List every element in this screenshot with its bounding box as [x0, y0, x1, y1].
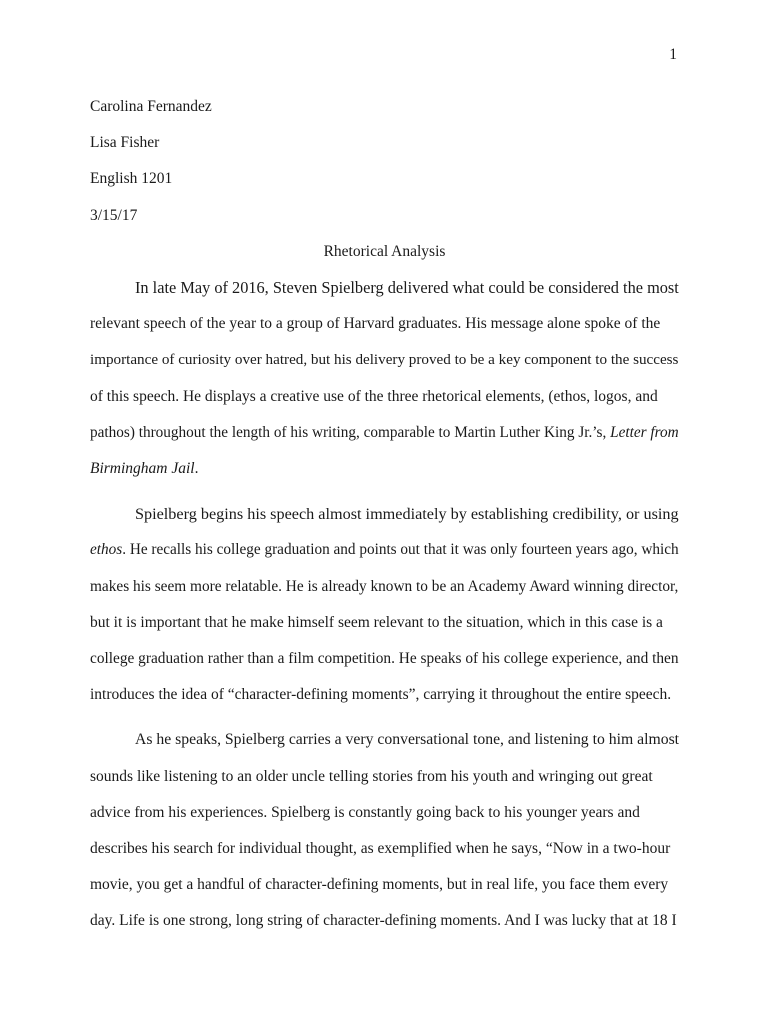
paragraph-2 [90, 496, 679, 713]
italic-title: Letter from [610, 423, 679, 441]
instructor-name: Lisa Fisher [90, 134, 160, 152]
paragraph-line: ethos. He recalls his college graduation and points out that it was only fourteen years ago, which [90, 541, 679, 559]
paragraph-line: pathos) throughout the length of his writing, comparable to Martin Luther King Jr.’s, Letter from [90, 423, 679, 441]
paragraph-line: advice from his experiences. Spielberg is constantly going back to his younger years and [90, 803, 640, 821]
essay-date: 3/15/17 [90, 206, 138, 224]
paragraph-line: of this speech. He displays a creative use of the three rhetorical elements, (ethos, logos, and [90, 387, 658, 405]
paragraph-line: makes his seem more relatable. He is already known to be an Academy Award winning director, [90, 577, 679, 595]
paragraph-1 [90, 270, 679, 487]
paragraph-line: introduces the idea of “character-defining moments”, carrying it throughout the entire speech. [90, 686, 672, 704]
paragraph-line: relevant speech of the year to a group of Harvard graduates. His message alone spoke of the [90, 315, 661, 333]
paragraph-line: Birmingham Jail. [90, 460, 199, 478]
italic-term: ethos [90, 541, 123, 559]
student-name: Carolina Fernandez [90, 98, 212, 115]
essay-title: Rhetorical Analysis [323, 242, 446, 260]
paragraph-line: Spielberg begins his speech almost immediately by establishing credibility, or using [135, 505, 679, 524]
paragraph-line: but it is important that he make himself seem relevant to the situation, which in this case is a [90, 613, 663, 631]
paragraph-line: As he speaks, Spielberg carries a very conversational tone, and listening to him almost [135, 731, 680, 749]
essay-body [90, 89, 679, 940]
paragraph-line: importance of curiosity over hatred, but his delivery proved to be a key component to the success [90, 352, 679, 369]
paragraph-3 [90, 722, 679, 939]
paragraph-line: college graduation rather than a film competition. He speaks of his college experience, and then [90, 650, 679, 668]
page-number: 1 [669, 46, 677, 63]
paragraph-line: describes his search for individual thought, as exemplified when he says, “Now in a two-hour [90, 840, 671, 858]
paragraph-line: movie, you get a handful of character-defining moments, but in real life, you face them every [90, 876, 669, 894]
paragraph-line: In late May of 2016, Steven Spielberg delivered what could be considered the most [135, 278, 679, 298]
paragraph-line: day. Life is one strong, long string of character-defining moments. And I was lucky that at 18 I [90, 912, 677, 930]
paragraph-line: sounds like listening to an older uncle telling stories from his youth and wringing out great [90, 767, 653, 785]
italic-title: Birmingham Jail [90, 460, 195, 478]
course-name: English 1201 [90, 170, 173, 188]
